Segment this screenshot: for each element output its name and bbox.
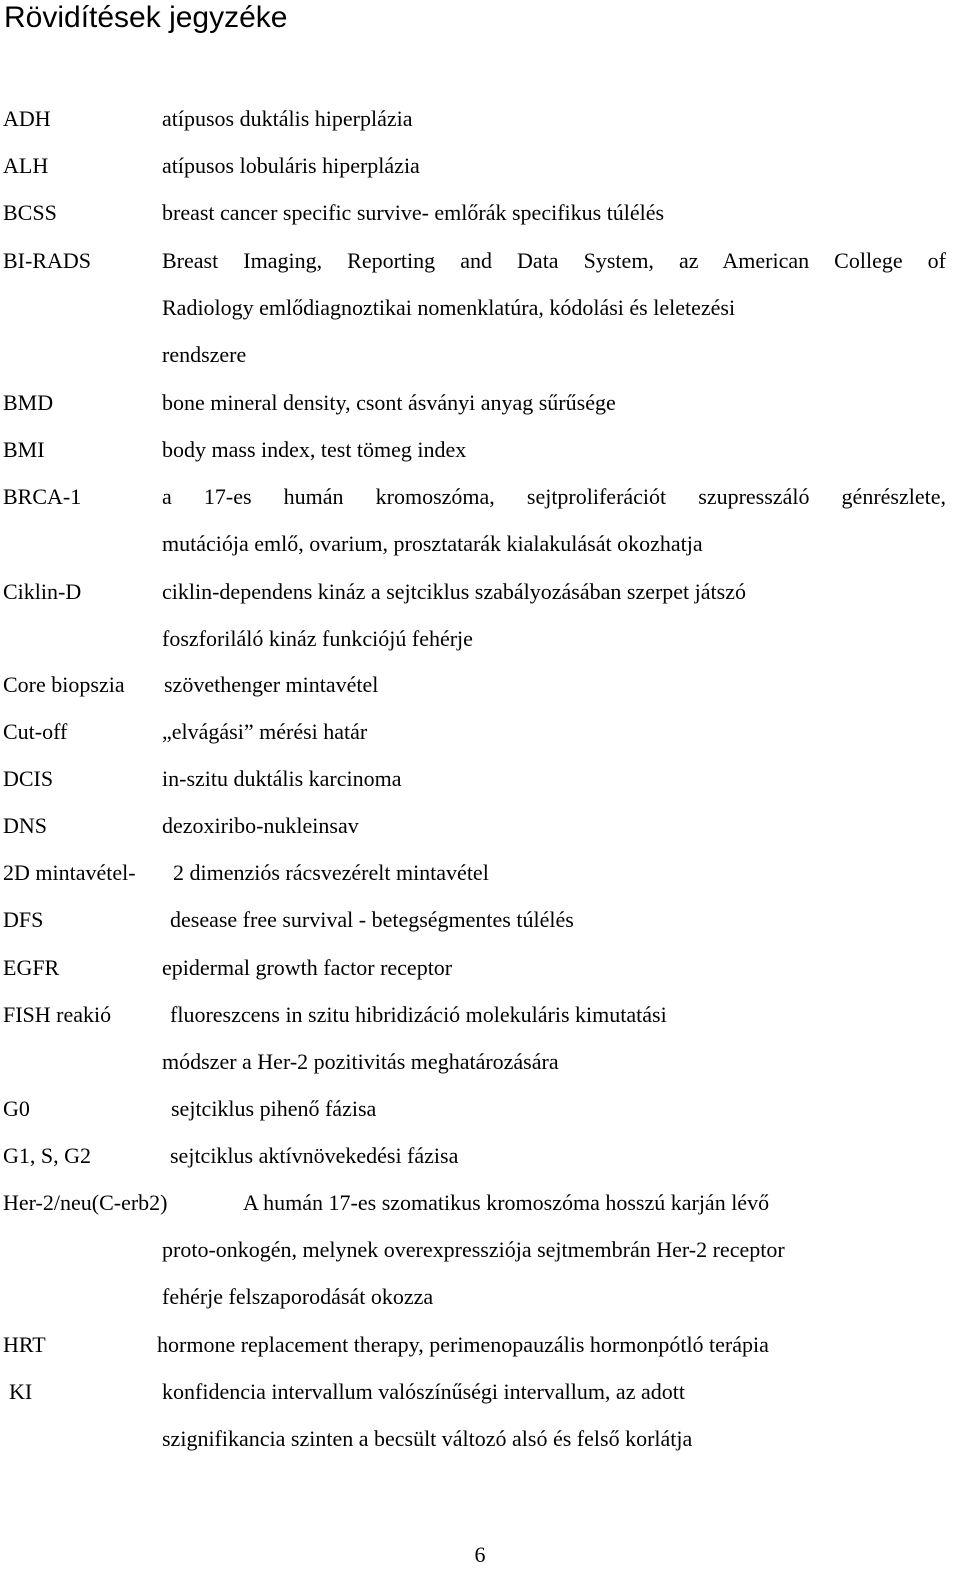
- abbreviation-definition-line: proto-onkogén, melynek overexpressziója sejtmembrán Her-2 receptor: [162, 1237, 785, 1262]
- abbreviation-definition-line: foszforiláló kináz funkciójú fehérje: [162, 626, 473, 651]
- abbreviation-term: DFS: [3, 907, 44, 932]
- abbreviation-term: FISH reakió: [3, 1002, 112, 1027]
- abbreviation-definition-line: breast cancer specific survive- emlőrák specifikus túlélés: [162, 200, 665, 225]
- abbreviation-term: ADH: [3, 106, 51, 131]
- page-title: Rövidítések jegyzéke: [4, 1, 288, 34]
- abbreviation-definition-line: konfidencia intervallum valószínűségi intervallum, az adott: [162, 1379, 685, 1404]
- abbreviation-definition-line: Radiology emlődiagnoztikai nomenklatúra, kódolási és leletezési: [162, 295, 736, 320]
- abbreviation-term: Her-2/neu(C-erb2): [3, 1190, 168, 1215]
- abbreviation-term: BI-RADS: [3, 248, 92, 273]
- abbreviation-term: G1, S, G2: [3, 1143, 92, 1168]
- abbreviation-definition-line: hormone replacement therapy, perimenopauzális hormonpótló terápia: [157, 1332, 769, 1357]
- abbreviation-definition-line: dezoxiribo-nukleinsav: [162, 813, 359, 838]
- abbreviation-term: BCSS: [3, 200, 57, 225]
- abbreviation-definition-line: sejtciklus pihenő fázisa: [171, 1096, 377, 1121]
- abbreviation-definition-line: A humán 17-es szomatikus kromoszóma hosszú karján lévő: [243, 1190, 770, 1215]
- abbreviation-term: BMD: [3, 390, 54, 415]
- abbreviation-term: EGFR: [3, 955, 60, 980]
- abbreviation-term: DCIS: [3, 766, 54, 791]
- abbreviation-term: Ciklin-D: [3, 579, 82, 604]
- abbreviation-definition-line: szignifikancia szinten a becsült változó alsó és felső korlátja: [162, 1426, 693, 1451]
- abbreviation-term: Cut-off: [3, 719, 68, 744]
- abbreviation-definition-line: sejtciklus aktívnövekedési fázisa: [170, 1143, 459, 1168]
- abbreviation-term: G0: [3, 1096, 30, 1121]
- abbreviation-definition-line: 2 dimenziós rácsvezérelt mintavétel: [173, 860, 489, 885]
- abbreviation-definition-line: „elvágási” mérési határ: [162, 719, 368, 744]
- abbreviation-definition-line: a 17-es humán kromoszóma, sejtproliferációt szupresszáló génrészlete,: [162, 484, 946, 509]
- abbreviation-definition-line: body mass index, test tömeg index: [162, 437, 467, 462]
- abbreviation-definition-line: ciklin-dependens kináz a sejtciklus szabályozásában szerpet játszó: [162, 579, 746, 604]
- abbreviation-term: KI: [9, 1379, 33, 1404]
- abbreviation-definition-line: epidermal growth factor receptor: [162, 955, 453, 980]
- abbreviation-term: 2D mintavétel-: [3, 860, 136, 885]
- abbreviation-term: ALH: [3, 153, 49, 178]
- abbreviation-definition-line: atípusos duktális hiperplázia: [162, 106, 413, 131]
- abbreviation-definition-line: bone mineral density, csont ásványi anyag sűrűsége: [162, 390, 616, 415]
- abbreviation-definition-line: desease free survival - betegségmentes túlélés: [170, 907, 574, 932]
- abbreviation-definition-line: mutációja emlő, ovarium, prosztatarák kialakulását okozhatja: [162, 531, 703, 556]
- abbreviation-definition-line: in-szitu duktális karcinoma: [162, 766, 402, 791]
- abbreviation-definition-line: atípusos lobuláris hiperplázia: [162, 153, 420, 178]
- abbreviation-term: Core biopszia: [3, 672, 125, 697]
- abbreviation-definition-line: fehérje felszaporodását okozza: [162, 1284, 434, 1309]
- abbreviation-term: DNS: [3, 813, 48, 838]
- abbreviation-definition-line: rendszere: [162, 342, 247, 367]
- abbreviation-definition-line: módszer a Her-2 pozitivitás meghatározására: [162, 1049, 559, 1074]
- page-number: 6: [474, 1542, 486, 1567]
- abbreviation-term: HRT: [3, 1332, 46, 1357]
- abbreviation-definition-line: Breast Imaging, Reporting and Data System, az American College of: [162, 248, 946, 273]
- abbreviation-definition-line: fluoreszcens in szitu hibridizáció molekuláris kimutatási: [170, 1002, 667, 1027]
- abbreviation-term: BRCA-1: [3, 484, 82, 509]
- abbreviation-term: BMI: [3, 437, 45, 462]
- abbreviation-definition-line: szövethenger mintavétel: [164, 672, 379, 697]
